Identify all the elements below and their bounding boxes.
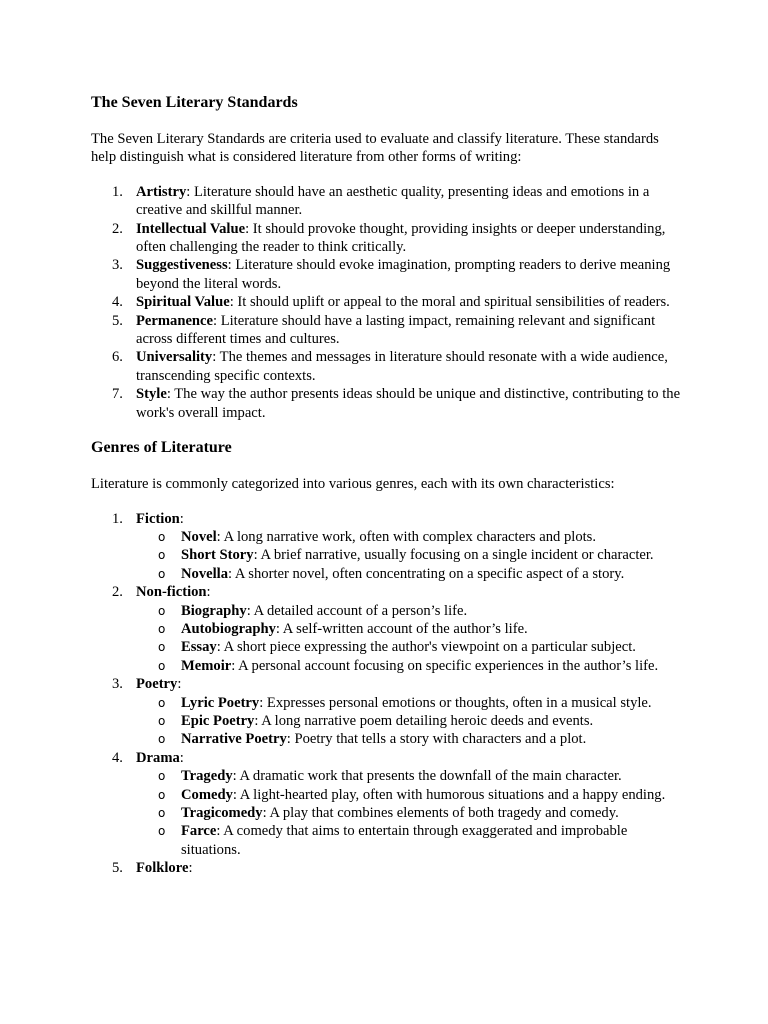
list-number: 2. [112, 220, 123, 237]
subgenre-term: Epic Poetry [181, 712, 255, 729]
standard-item [91, 256, 683, 293]
genre-colon: : [177, 676, 182, 693]
list-number: 1. [112, 183, 123, 200]
subgenre-desc: : A long narrative work, often with complex characters and plots. [216, 528, 597, 545]
standard-desc: : The themes and messages in literature should resonate with a wide audience, transcending specific contexts. [136, 349, 668, 384]
section-heading-genres: Genres of Literature [91, 439, 232, 457]
bullet-icon: o [158, 713, 166, 728]
standard-term: Style [136, 386, 167, 403]
bullet-icon: o [158, 548, 166, 563]
subgenre-term: Short Story [181, 547, 254, 564]
subgenre-item [136, 546, 683, 564]
list-number: 2. [112, 584, 123, 601]
subgenre-term: Novella [181, 565, 229, 582]
subgenre-item [136, 657, 683, 675]
subgenre-term: Lyric Poetry [181, 694, 260, 711]
list-number: 7. [112, 386, 123, 403]
standard-term: Suggestiveness [136, 257, 228, 274]
subgenre-item [136, 694, 683, 712]
bullet-icon: o [158, 769, 166, 784]
subgenre-term: Biography [181, 602, 247, 619]
bullet-icon: o [158, 640, 166, 655]
standards-list [91, 183, 683, 422]
subgenre-term: Autobiography [181, 620, 276, 637]
genres-intro: Literature is commonly categorized into various genres, each with its own characteristics: [91, 476, 615, 493]
document-page [91, 92, 683, 878]
bullet-icon: o [158, 621, 166, 636]
list-number: 3. [112, 676, 123, 693]
standard-item [91, 385, 683, 422]
subgenre-desc: : Expresses personal emotions or thoughts, often in a musical style. [259, 694, 652, 711]
standards-intro: The Seven Literary Standards are criteria used to evaluate and classify literature. These standards help distinguish what is considered literature from other forms of writing: [91, 131, 659, 166]
standard-item [91, 220, 683, 257]
subgenre-item [136, 712, 683, 730]
genre-term: Folklore [136, 860, 189, 877]
subgenre-desc: : A light-hearted play, often with humorous situations and a happy ending. [232, 786, 666, 803]
genre-term: Fiction [136, 510, 180, 527]
list-number: 4. [112, 749, 123, 766]
genre-item [91, 859, 683, 877]
subgenre-desc: : A long narrative poem detailing heroic deeds and events. [254, 712, 594, 729]
bullet-icon: o [158, 824, 166, 839]
genre-colon: : [179, 749, 184, 766]
subgenre-desc: : A personal account focusing on specific experiences in the author’s life. [231, 657, 659, 674]
genre-colon: : [188, 860, 193, 877]
subgenre-desc: : A short piece expressing the author's viewpoint on a particular subject. [216, 639, 636, 656]
subgenre-item [136, 804, 683, 822]
genre-term: Poetry [136, 676, 178, 693]
bullet-icon: o [158, 658, 166, 673]
standard-term: Spiritual Value [136, 294, 230, 311]
standard-item [91, 293, 683, 311]
standard-term: Universality [136, 349, 213, 366]
bullet-icon: o [158, 529, 166, 544]
subgenre-list [136, 528, 683, 583]
subgenre-desc: : A self-written account of the author’s life. [275, 620, 528, 637]
subgenre-item [136, 730, 683, 748]
standard-desc: : The way the author presents ideas should be unique and distinctive, contributing to the work's overall impact. [136, 386, 681, 421]
standard-term: Permanence [136, 312, 213, 329]
subgenre-term: Tragedy [181, 768, 233, 785]
subgenre-item [136, 620, 683, 638]
subgenre-term: Farce [181, 823, 217, 840]
list-number: 5. [112, 860, 123, 877]
standard-desc: : It should provoke thought, providing insights or deeper understanding, often challenging the reader to think critically. [136, 220, 666, 256]
genre-item [91, 749, 683, 859]
subgenre-item [136, 565, 683, 583]
list-number: 6. [112, 349, 123, 366]
genre-term: Drama [136, 749, 180, 766]
standard-item [91, 183, 683, 220]
list-number: 1. [112, 510, 123, 527]
subgenre-term: Memoir [181, 657, 232, 674]
subgenre-term: Tragicomedy [181, 805, 263, 821]
subgenre-item [136, 786, 683, 804]
standard-item [91, 312, 683, 349]
subgenre-list [136, 694, 683, 749]
subgenre-item [136, 602, 683, 620]
standard-term: Intellectual Value [136, 220, 246, 237]
subgenre-desc: : A play that combines elements of both tragedy and comedy. [262, 805, 619, 821]
list-number: 4. [112, 294, 123, 311]
standard-item [91, 348, 683, 385]
list-number: 5. [112, 312, 123, 329]
bullet-icon: o [158, 787, 166, 802]
subgenre-term: Narrative Poetry [181, 731, 287, 748]
subgenre-list [136, 602, 683, 676]
subgenre-desc: : Poetry that tells a story with characters and a plot. [286, 731, 587, 748]
standard-term: Artistry [136, 183, 187, 200]
subgenre-item [136, 638, 683, 656]
standard-desc: : Literature should have an aesthetic quality, presenting ideas and emotions in a creative and skillful manner. [136, 183, 650, 219]
subgenre-desc: : A shorter novel, often concentrating on a specific aspect of a story. [228, 565, 625, 582]
standard-desc: : Literature should evoke imagination, prompting readers to derive meaning beyond the literal words. [136, 257, 671, 292]
standard-desc: : It should uplift or appeal to the moral and spiritual sensibilities of readers. [229, 294, 670, 311]
genres-list [91, 510, 683, 878]
subgenre-desc: : A detailed account of a person’s life. [246, 602, 468, 619]
subgenre-desc: : A dramatic work that presents the downfall of the main character. [232, 768, 622, 785]
genre-term: Non-fiction [136, 584, 207, 601]
subgenre-term: Comedy [181, 786, 233, 803]
subgenre-item [136, 767, 683, 785]
genre-item [91, 583, 683, 675]
bullet-icon: o [158, 806, 166, 820]
subgenre-term: Essay [181, 639, 217, 656]
list-number: 3. [112, 257, 123, 274]
genre-colon: : [179, 510, 184, 527]
subgenre-term: Novel [181, 528, 217, 545]
genre-item [91, 510, 683, 584]
bullet-icon: o [158, 732, 166, 747]
genre-colon: : [206, 584, 211, 601]
bullet-icon: o [158, 695, 166, 710]
subgenre-desc: : A brief narrative, usually focusing on a single incident or character. [253, 547, 654, 564]
subgenre-item [136, 822, 683, 859]
bullet-icon: o [158, 566, 166, 581]
bullet-icon: o [158, 603, 166, 618]
subgenre-item [136, 528, 683, 546]
section-heading-standards: The Seven Literary Standards [91, 94, 298, 111]
standard-desc: : Literature should have a lasting impact, remaining relevant and significant across different times and cultures. [136, 312, 656, 348]
subgenre-desc: : A comedy that aims to entertain through exaggerated and improbable situations. [181, 823, 628, 858]
genre-item [91, 675, 683, 749]
subgenre-list [136, 767, 683, 859]
